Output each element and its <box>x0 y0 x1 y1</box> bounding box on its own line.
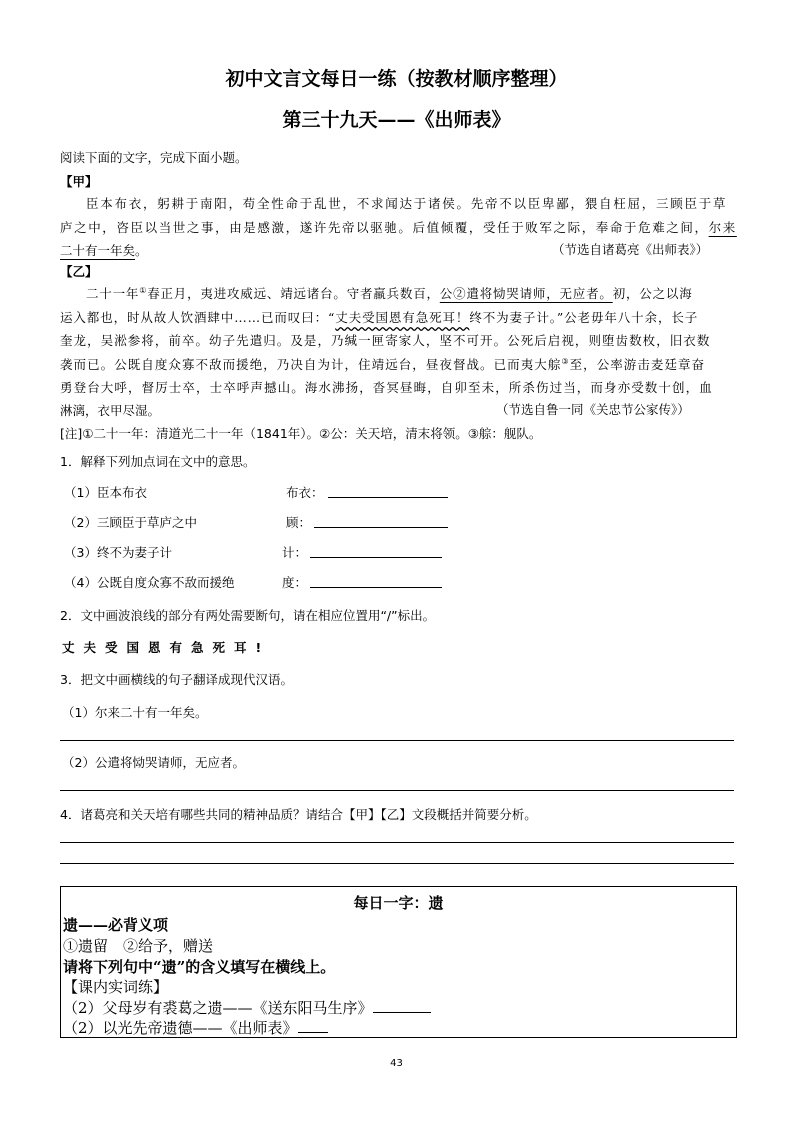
daily-word-item-1-blank[interactable] <box>373 998 431 1013</box>
passage-a-underline-start: 尔来 <box>708 220 737 235</box>
q1-item-4: （4）公既自度众寡不敌而援绝 <box>64 575 235 590</box>
q3-item-2: （2）公遣将恸哭请师，无应者。 <box>62 755 245 770</box>
q1-item-2: （2）三顾臣于草庐之中 <box>64 515 197 530</box>
q1-answer-3-line[interactable] <box>310 557 442 558</box>
daily-word-item-1 <box>63 997 431 1018</box>
passage-b-line1-a: 二十一年 <box>86 286 140 301</box>
passage-a-line3-end: 。 <box>135 243 148 258</box>
daily-word-item-2-text: （2）以光先帝遗德——《出师表》 <box>63 1019 298 1037</box>
daily-word-instruction: 请将下列句中“遗”的含义填写在横线上。 <box>63 958 336 976</box>
q4-answer-line-1[interactable] <box>60 842 734 843</box>
passage-b-line4-a: 袭而已。公既自度众寡不敌而援绝，乃决自为计，住靖远台，昼夜督战。已而夷大 <box>60 357 548 372</box>
passage-a-line3 <box>60 241 148 259</box>
note-marker-3: ③ <box>561 356 570 366</box>
page-title: 初中文言文每日一练（按教材顺序整理） <box>225 68 568 90</box>
q4-stem: 4．诸葛亮和关天培有哪些共同的精神品质？请结合【甲】【乙】文段概括并简要分析。 <box>60 807 537 822</box>
q1-item-1 <box>64 483 147 501</box>
note-marker-1: ① <box>139 285 148 295</box>
passage-a-line2-text: 庐之中，咨臣以当世之事，由是感激，遂许先帝以驱驰。后值倾覆，受任于败军之际，奉命于危难之间， <box>60 220 709 235</box>
passage-b-underline: 公②遣将恸哭请师，无应者。 <box>439 286 613 301</box>
q3-answer-1-line[interactable] <box>60 740 734 741</box>
passage-b-wavy: 丈夫受国恩有急死耳！ <box>335 310 470 325</box>
q1-item-2-label: 顾： <box>286 515 312 530</box>
passage-b-source: （节选自鲁一同《关忠节公家传》） <box>496 402 690 417</box>
passage-b-line1-c: 初，公之以海 <box>612 286 693 301</box>
daily-word-item-2-blank[interactable] <box>298 1018 328 1033</box>
q1-item-1-text: （1）臣本布衣 <box>64 485 147 500</box>
passage-a-label: 【甲】 <box>60 174 98 189</box>
q1-answer-1-line[interactable] <box>328 497 448 498</box>
q4-answer-line-2[interactable] <box>60 863 734 864</box>
daily-word-item-2 <box>63 1017 328 1038</box>
daily-word-meanings: ①遗留 ②给予，赠送 <box>63 937 214 955</box>
q1-item-3: （3）终不为妻子计 <box>64 545 172 560</box>
q2-stem: 2．文中画波浪线的部分有两处需要断句，请在相应位置用“/”标出。 <box>60 608 436 623</box>
passage-b-line2-a: 运入都也，时从故人饮酒肆中……已而叹曰：“ <box>60 310 336 325</box>
q1-item-1-label: 布衣： <box>286 485 324 500</box>
q1-stem: 1．解释下列加点词在文中的意思。 <box>60 454 256 469</box>
passage-b-line4-b: 至，公率游击麦廷章奋 <box>569 357 706 372</box>
q1-item-3-label: 计： <box>282 545 308 560</box>
passage-a-underline-end: 二十有一年矣 <box>60 243 136 258</box>
passage-b-line4 <box>60 355 705 373</box>
passage-b-line4-sub: 䑸 <box>547 357 562 372</box>
daily-word-practice-label: 【课内实词练】 <box>63 978 169 996</box>
daily-word-box <box>60 886 737 1038</box>
intro-text: 阅读下面的文字，完成下面小题。 <box>60 150 248 165</box>
q3-answer-2-line[interactable] <box>60 790 734 791</box>
passage-a-line1: 臣本布衣，躬耕于南阳，苟全性命于乱世，不求闻达于诸侯。先帝不以臣卑鄙，猥自枉屈，三顾臣于草 <box>86 196 728 211</box>
q3-item-1: （1）尔来二十有一年矣。 <box>62 705 208 720</box>
daily-word-heading: 遗——必背义项 <box>63 916 169 934</box>
passage-b-line3: 奎龙，吴淞参将，前卒。幼子先遣归。及是，乃缄一匣寄家人，坚不可开。公死后启视，则堕齿数枚，旧衣数 <box>60 333 711 348</box>
passage-b-line1 <box>86 284 693 302</box>
daily-word-title: 每日一字：遗 <box>353 894 444 912</box>
passage-b-line6: 淋漓，衣甲尽湿。 <box>60 403 161 418</box>
passage-b-line1-b: 春正月，夷进攻威远、靖远诸台。守者羸兵数百， <box>147 286 440 301</box>
passage-b-line2-b: 终不为妻子计。”公老毋年八十余，长子 <box>469 310 699 325</box>
q1-answer-2-line[interactable] <box>314 527 448 528</box>
passage-a-line2 <box>60 218 737 236</box>
q2-sentence[interactable]: 丈夫受国恩有急死耳! <box>62 640 271 655</box>
page-number: 43 <box>390 1058 403 1069</box>
passage-b-label: 【乙】 <box>60 264 98 279</box>
passage-b-line5: 勇登台大呼，督厉士卒，士卒呼声撼山。海水沸扬，沓冥昼晦，自卯至未，所杀伤过当，而身亦受数十创，血 <box>60 380 713 395</box>
daily-word-item-1-text: （2）父母岁有裘葛之遗——《送东阳马生序》 <box>63 999 373 1017</box>
page-subtitle: 第三十九天——《出师表》 <box>282 109 511 131</box>
passage-b-line2 <box>60 308 698 326</box>
notes: [注]①二十一年：清道光二十一年（1841年）。②公：关天培，清末将领。③䑸：舰队。 <box>60 426 542 441</box>
passage-a-source: （节选自诸葛亮《出师表》） <box>552 242 709 257</box>
q1-answer-4-line[interactable] <box>310 587 442 588</box>
q1-item-4-label: 度： <box>282 575 308 590</box>
q3-stem: 3．把文中画横线的句子翻译成现代汉语。 <box>60 672 293 687</box>
